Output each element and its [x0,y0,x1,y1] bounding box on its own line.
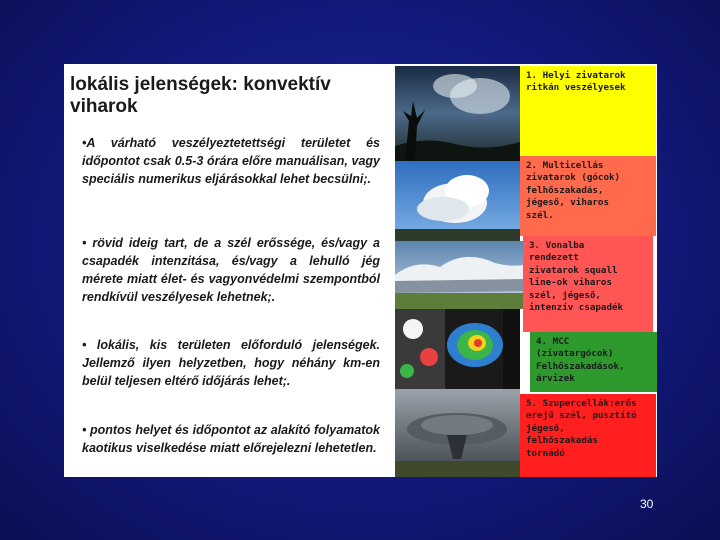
storm-type-5-box [520,394,656,477]
storm-type-3-box [523,236,653,332]
photo-squall-line [395,241,523,309]
paragraph-locality: • lokális, kis területen előforduló jelenségek. Jellemző ilyen helyzetben, hogy néhány km-en belül teljesen eltérő időjárás lehet;. [82,338,380,388]
storm-type-2-box [520,156,656,236]
paragraph-unpredictability: • pontos helyet és időpontot az alakító folyamatok kaotikus viselkedése miatt előrejelezni lehetetlen. [82,423,380,455]
slide-title: lokális jelenségek: konvektív viharok [70,74,331,117]
storm-type-4-box [530,332,657,392]
storm-type-4-label: 4. MCC (zivatargócok) Felhőszakadások, árvizek [536,336,625,385]
photo-multicell-storm [395,161,520,241]
storm-type-1-label: 1. Helyi zivatarok ritkán veszélyesek [526,70,626,94]
paragraph-forecast-window: •A várható veszélyeztetettségi területet és időpontot csak 0.5-3 órára előre manuálisan, vagy speciális numerikus eljárásokkal lehet becsülni;. [82,136,380,186]
photo-local-storm [395,66,520,161]
photo-radar-mcc [395,309,520,389]
photo-supercell [395,389,520,477]
storm-type-5-label: 5. Szupercellák:erős erejű szél, pusztító jégeső, felhőszakadás tornádó [526,398,637,459]
storm-type-3-label: 3. Vonalba rendezett zivatarok squall line-ok viharos szél, jégeső, intenzív csapadék [529,240,624,314]
paragraph-hazard: • rövid ideig tart, de a szél erőssége, és/vagy a csapadék intenzitása, és/vagy a lehulló jég mérete miatt élet- és vagyonvédelmi szempontból rendkívül veszélyesek lehetnek;. [82,236,380,304]
slide-number: 30 [640,497,654,511]
storm-type-2-label: 2. Multicellás zivatarok (gócok) felhőszakadás, jégeső, viharos szél. [526,160,621,221]
storm-type-1-box [520,66,656,156]
slide-card [64,64,657,477]
